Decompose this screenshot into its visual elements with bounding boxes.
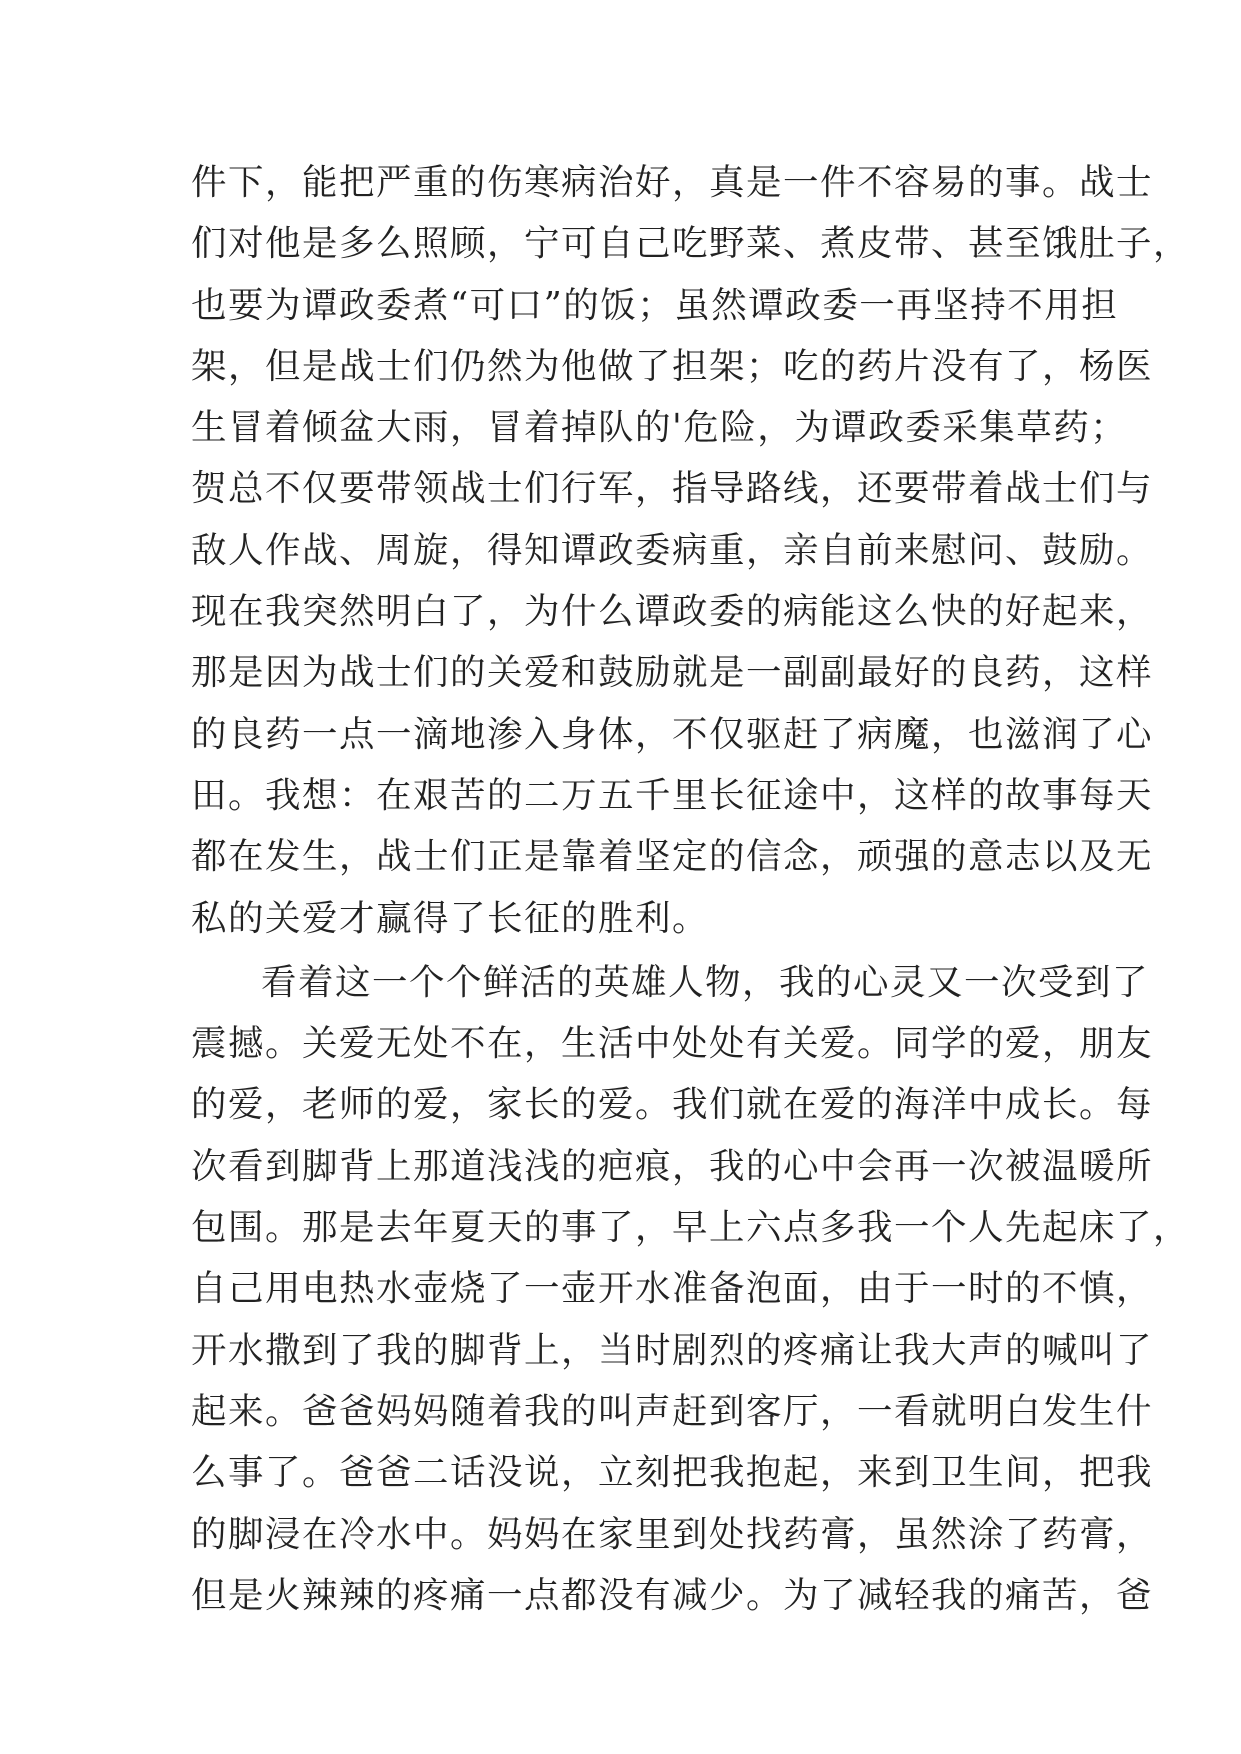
text-line: 起来。爸爸妈妈随着我的叫声赶到客厅，一看就明白发生什: [191, 1390, 1154, 1432]
text-line: 自己用电热水壶烧了一壶开水准备泡面，由于一时的不慎，: [191, 1268, 1154, 1310]
text-line: 包围。那是去年夏天的事了，早上六点多我一个人先起床了，: [191, 1207, 1191, 1249]
text-line: 现在我突然明白了，为什么谭政委的病能这么快的好起来，: [191, 591, 1154, 633]
text-line: 架，但是战士们仍然为他做了担架；吃的药片没有了，杨医: [191, 345, 1154, 387]
text-line: 开水撒到了我的脚背上，当时剧烈的疼痛让我大声的喊叫了: [191, 1329, 1154, 1371]
text-line: 也要为谭政委煮“可口”的饭；虽然谭政委一再坚持不用担: [191, 284, 1119, 326]
document-body: [191, 152, 1191, 1626]
text-line: 次看到脚背上那道浅浅的疤痕，我的心中会再一次被温暖所: [191, 1145, 1154, 1187]
text-line: 田。我想：在艰苦的二万五千里长征途中，这样的故事每天: [191, 774, 1154, 816]
text-line: 那是因为战士们的关爱和鼓励就是一副副最好的良药，这样: [191, 652, 1154, 694]
paragraph-1: [191, 152, 1191, 949]
text-line: 生冒着倾盆大雨，冒着掉队的'危险，为谭政委采集草药；: [191, 407, 1128, 449]
text-line: 贺总不仅要带领战士们行军，指导路线，还要带着战士们与: [191, 468, 1154, 510]
text-line: 件下，能把严重的伤寒病治好，真是一件不容易的事。战士: [191, 162, 1154, 203]
text-line: 都在发生，战士们正是靠着坚定的信念，顽强的意志以及无: [191, 836, 1154, 878]
text-line-indented: 看着这一个个鲜活的英雄人物，我的心灵又一次受到了: [261, 961, 1150, 1003]
text-line: 的良药一点一滴地渗入身体，不仅驱赶了病魔，也滋润了心: [191, 713, 1154, 755]
text-line: 但是火辣辣的疼痛一点都没有减少。为了减轻我的痛苦，爸: [191, 1574, 1154, 1616]
paragraph-2: [191, 952, 1191, 1626]
text-line: 么事了。爸爸二话没说，立刻把我抱起，来到卫生间，把我: [191, 1452, 1154, 1494]
text-line: 敌人作战、周旋，得知谭政委病重，亲自前来慰问、鼓励。: [191, 529, 1154, 571]
text-line: 震撼。关爱无处不在，生活中处处有关爱。同学的爱，朋友: [191, 1023, 1154, 1065]
text-line: 的脚浸在冷水中。妈妈在家里到处找药膏，虽然涂了药膏，: [191, 1513, 1154, 1555]
text-line: 私的关爱才赢得了长征的胜利。: [191, 897, 710, 939]
text-line: 们对他是多么照顾，宁可自己吃野菜、煮皮带、甚至饿肚子，: [191, 223, 1191, 265]
text-line: 的爱，老师的爱，家长的爱。我们就在爱的海洋中成长。每: [191, 1084, 1154, 1126]
